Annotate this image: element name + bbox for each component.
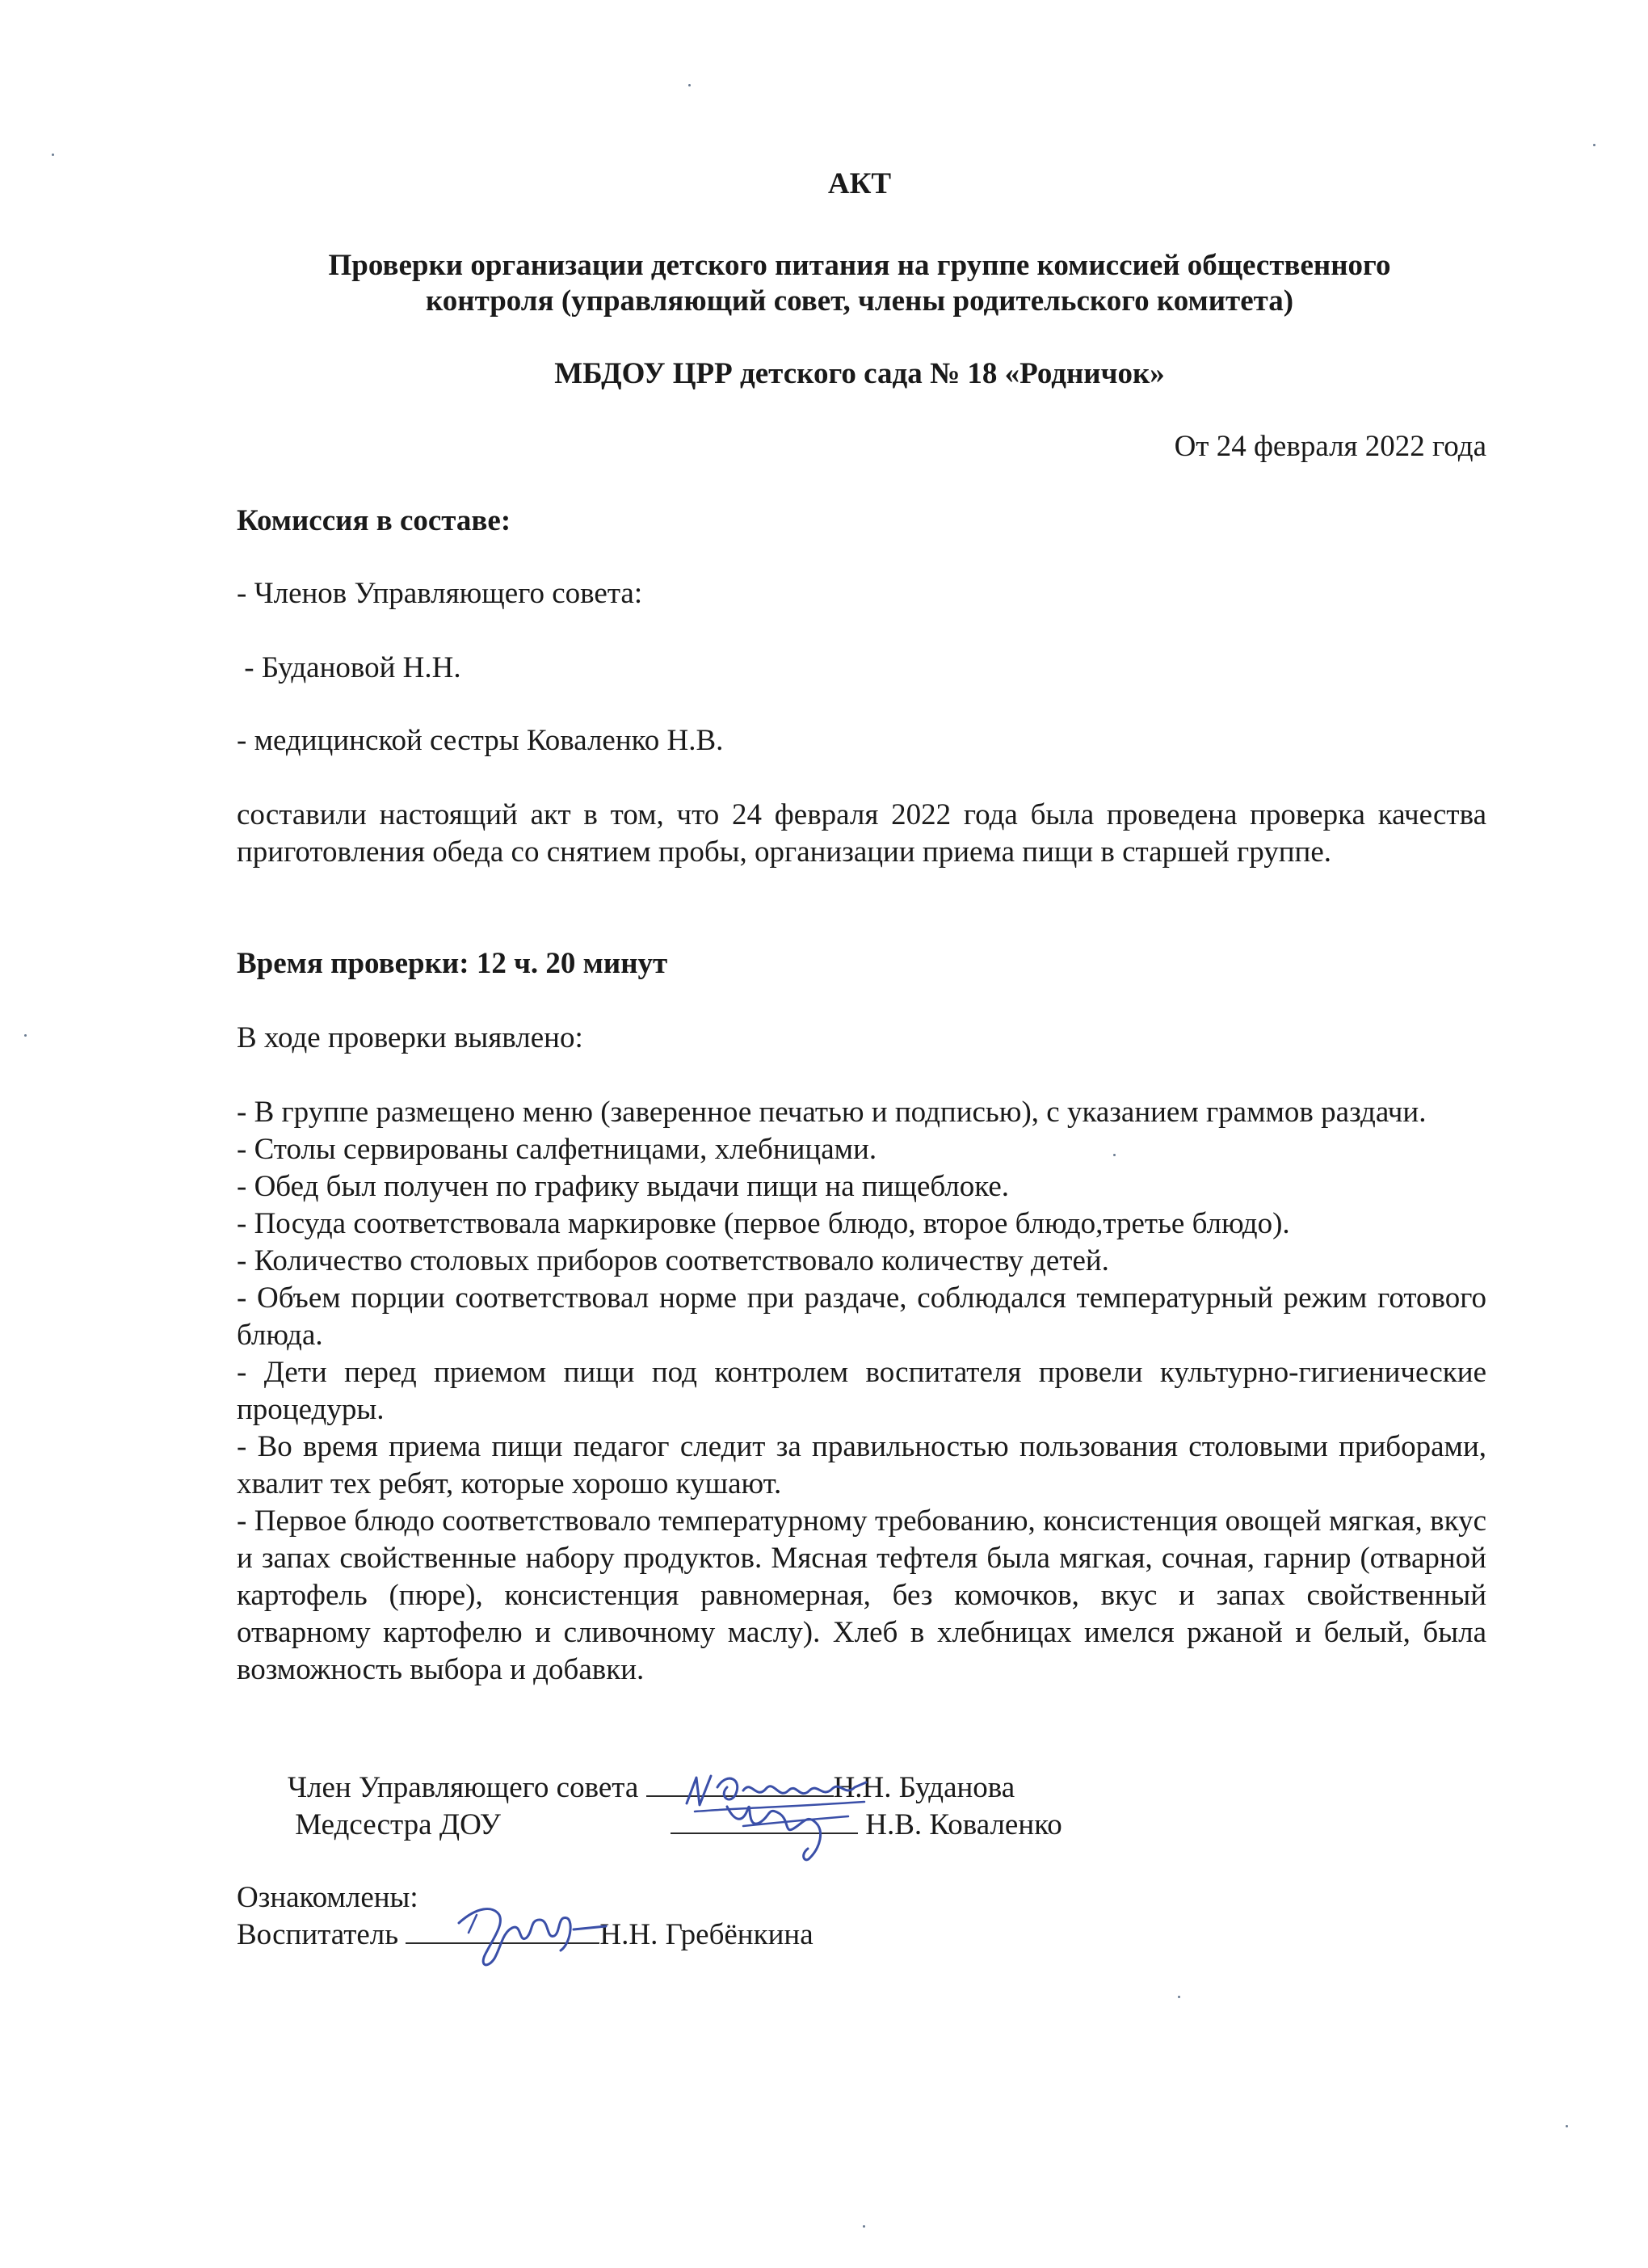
signature-grebenkina: [452, 1891, 614, 1980]
findings-intro: В ходе проверки выявлено:: [237, 1021, 583, 1054]
finding-item: - Дети перед приемом пищи под контролем воспитателя провели культурно-гигиенические процедуры.: [237, 1356, 1486, 1426]
document-subtitle-line-2: контроля (управляющий совет, члены родительского комитета): [425, 284, 1294, 318]
document-subtitle-line-1: Проверки организации детского питания на группе комиссией общественного: [328, 249, 1391, 282]
scan-speck: [1593, 144, 1595, 146]
members-intro: - Членов Управляющего совета:: [237, 577, 643, 610]
council-role: Член Управляющего совета: [288, 1771, 646, 1804]
finding-item: - Первое блюдо соответствовало температурному требованию, консистенция овощей мягкая, вкус и запах свойственные набору продуктов. Мясная тефтеля была мягкая, сочная, гарнир (отварной картофель (пюре), консистенция равномерная, без комочков, вкус и запах свойственный отварному картофелю и сливочному маслу). Хлеб в хлебницах имелся ржаной и белый, была возможность выбора и добавки.: [237, 1504, 1486, 1686]
scan-speck: [688, 84, 691, 86]
finding-item: - Объем порции соответствовал норме при раздаче, соблюдался температурный режим готового блюда.: [237, 1281, 1486, 1352]
signature-row-council: [288, 1769, 1015, 1807]
council-name: Н.Н. Буданова: [833, 1771, 1015, 1804]
scan-speck: [24, 1034, 27, 1037]
scan-speck: [863, 2225, 865, 2228]
acquainted-label: Ознакомлены:: [237, 1881, 418, 1914]
finding-item: - Посуда соответствовала маркировке (первое блюдо, второе блюдо,третье блюдо).: [237, 1207, 1290, 1240]
commission-heading: Комиссия в составе:: [237, 504, 511, 537]
document-date: От 24 февраля 2022 года: [1174, 430, 1486, 463]
signature-row-nurse: [288, 1807, 1062, 1844]
member-budanova: - Будановой Н.Н.: [237, 651, 461, 684]
scan-speck: [1566, 2125, 1568, 2127]
scan-speck: [1178, 1996, 1180, 1998]
finding-item: - Обед был получен по графику выдачи пищи на пищеблоке.: [237, 1170, 1010, 1203]
scan-speck: [52, 154, 54, 156]
finding-item: - Количество столовых приборов соответствовало количеству детей.: [237, 1244, 1109, 1277]
finding-item: - Столы сервированы салфетницами, хлебницами.: [237, 1133, 877, 1166]
finding-item: - В группе размещено меню (заверенное печатью и подписью), с указанием граммов раздачи.: [237, 1096, 1427, 1129]
signature-kovalenko: [711, 1790, 864, 1871]
document-title: АКТ: [827, 167, 892, 200]
inspection-time: Время проверки: 12 ч. 20 минут: [237, 947, 668, 980]
statement-paragraph: составили настоящий акт в том, что 24 февраля 2022 года была проведена проверка качества приготовления обеда со снятием пробы, организации приема пищи в старшей группе.: [237, 798, 1486, 869]
nurse-role: Медсестра ДОУ: [288, 1808, 501, 1841]
teacher-name: Н.Н. Гребёнкина: [599, 1918, 813, 1951]
finding-item: - Во время приема пищи педагог следит за правильностью пользования столовыми приборами, хвалит тех ребят, которые хорошо кушают.: [237, 1430, 1486, 1500]
institution-name: МБДОУ ЦРР детского сада № 18 «Родничок»: [554, 357, 1165, 390]
member-kovalenko: - медицинской сестры Коваленко Н.В.: [237, 724, 724, 757]
findings-list: [237, 1094, 1486, 1689]
nurse-name: Н.В. Коваленко: [858, 1808, 1062, 1841]
teacher-role: Воспитатель: [237, 1918, 406, 1951]
